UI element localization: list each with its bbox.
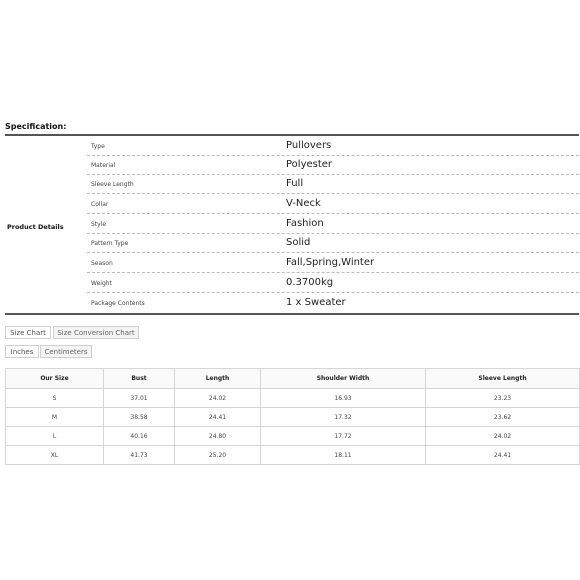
spec-row-pattern-type bbox=[87, 234, 579, 253]
cell-sleeve-length: 23.23 bbox=[426, 389, 580, 408]
spec-key: Pattern Type bbox=[91, 240, 129, 247]
spec-key: Sleeve Length bbox=[91, 181, 134, 188]
cell-sleeve-length: 24.02 bbox=[426, 427, 580, 446]
cell-shoulder-width: 17.32 bbox=[261, 408, 426, 427]
spec-value: Fall,Spring,Winter bbox=[286, 257, 375, 268]
cell-size: M bbox=[6, 408, 104, 427]
product-details-label: Product Details bbox=[7, 223, 64, 231]
cell-length: 24.41 bbox=[175, 408, 261, 427]
header-shoulder-width: Shoulder Width bbox=[261, 369, 426, 389]
tab-inches[interactable]: Inches bbox=[5, 345, 39, 358]
cell-size: L bbox=[6, 427, 104, 446]
spec-row-style bbox=[87, 215, 579, 234]
cell-bust: 41.73 bbox=[104, 446, 175, 465]
tab-size-conversion-chart[interactable]: Size Conversion Chart bbox=[53, 326, 139, 339]
header-our-size: Our Size bbox=[6, 369, 104, 389]
tab-size-chart[interactable]: Size Chart bbox=[5, 326, 51, 339]
table-row bbox=[6, 408, 580, 427]
specification-title: Specification: bbox=[5, 122, 67, 131]
cell-bust: 40.16 bbox=[104, 427, 175, 446]
table-row bbox=[6, 427, 580, 446]
tab-centimeters[interactable]: Centimeters bbox=[40, 345, 92, 358]
header-length: Length bbox=[175, 369, 261, 389]
spec-key: Type bbox=[91, 143, 105, 150]
cell-length: 25.20 bbox=[175, 446, 261, 465]
spec-row-sleeve-length bbox=[87, 175, 579, 194]
cell-size: XL bbox=[6, 446, 104, 465]
cell-size: S bbox=[6, 389, 104, 408]
spec-row-package-contents bbox=[87, 294, 579, 313]
size-table bbox=[5, 368, 580, 465]
spec-row-season bbox=[87, 254, 579, 273]
cell-shoulder-width: 16.93 bbox=[261, 389, 426, 408]
spec-value: Full bbox=[286, 178, 304, 189]
spec-value: Solid bbox=[286, 237, 311, 248]
cell-bust: 37.01 bbox=[104, 389, 175, 408]
spec-key: Material bbox=[91, 162, 116, 169]
header-sleeve-length: Sleeve Length bbox=[426, 369, 580, 389]
spec-row-weight bbox=[87, 274, 579, 293]
header-bust: Bust bbox=[104, 369, 175, 389]
cell-length: 24.80 bbox=[175, 427, 261, 446]
table-row bbox=[6, 389, 580, 408]
spec-row-type bbox=[87, 137, 579, 156]
spec-value: 0.3700kg bbox=[286, 277, 334, 288]
spec-row-collar bbox=[87, 195, 579, 214]
cell-bust: 38.58 bbox=[104, 408, 175, 427]
spec-value: V-Neck bbox=[286, 198, 321, 209]
cell-shoulder-width: 17.72 bbox=[261, 427, 426, 446]
spec-value: Pullovers bbox=[286, 140, 332, 151]
cell-length: 24.02 bbox=[175, 389, 261, 408]
spec-key: Package Contents bbox=[91, 300, 145, 307]
cell-sleeve-length: 23.62 bbox=[426, 408, 580, 427]
spec-value: Fashion bbox=[286, 218, 324, 229]
table-row bbox=[6, 446, 580, 465]
cell-sleeve-length: 24.41 bbox=[426, 446, 580, 465]
spec-key: Season bbox=[91, 260, 113, 267]
spec-row-material bbox=[87, 156, 579, 175]
spec-key: Style bbox=[91, 221, 107, 228]
spec-value: 1 x Sweater bbox=[286, 297, 346, 308]
cell-shoulder-width: 18.11 bbox=[261, 446, 426, 465]
spec-key: Collar bbox=[91, 201, 109, 208]
size-table-header-row bbox=[6, 369, 580, 389]
spec-key: Weight bbox=[91, 280, 112, 287]
specification-table bbox=[5, 134, 579, 315]
spec-value: Polyester bbox=[286, 159, 333, 170]
